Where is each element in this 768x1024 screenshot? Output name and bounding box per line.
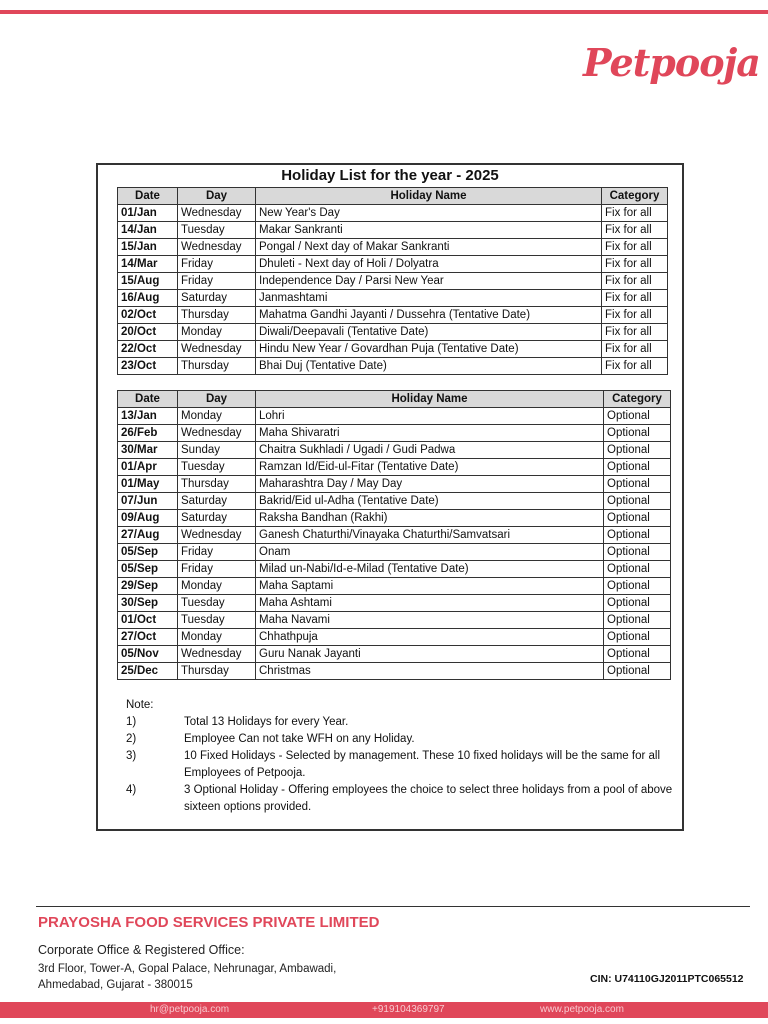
- holiday-date: 25/Dec: [118, 663, 178, 680]
- address-line-1: 3rd Floor, Tower-A, Gopal Palace, Nehrunagar, Ambawadi,: [38, 963, 337, 975]
- holiday-name: Maha Saptami: [256, 578, 604, 595]
- holiday-category: Fix for all: [602, 239, 668, 256]
- table-row: [118, 646, 671, 663]
- header-category: Category: [604, 391, 671, 408]
- office-heading: Corporate Office & Registered Office:: [38, 943, 245, 957]
- holiday-date: 15/Jan: [118, 239, 178, 256]
- holiday-date: 14/Jan: [118, 222, 178, 239]
- table-row: [118, 290, 668, 307]
- holiday-day: Tuesday: [178, 459, 256, 476]
- holiday-name: Maharashtra Day / May Day: [256, 476, 604, 493]
- holiday-name: Lohri: [256, 408, 604, 425]
- header-holiday-name: Holiday Name: [256, 391, 604, 408]
- holiday-date: 01/May: [118, 476, 178, 493]
- holiday-category: Optional: [604, 595, 671, 612]
- holiday-name: Bakrid/Eid ul-Adha (Tentative Date): [256, 493, 604, 510]
- footer-phone: +919104369797: [372, 1004, 445, 1015]
- holiday-day: Friday: [178, 561, 256, 578]
- table-row: [118, 358, 668, 375]
- holiday-day: Sunday: [178, 442, 256, 459]
- holiday-date: 29/Sep: [118, 578, 178, 595]
- holiday-date: 30/Sep: [118, 595, 178, 612]
- holiday-day: Monday: [178, 324, 256, 341]
- holiday-category: Fix for all: [602, 290, 668, 307]
- footer-divider: [36, 906, 750, 907]
- document-title: Holiday List for the year - 2025: [281, 167, 499, 184]
- holiday-name: Diwali/Deepavali (Tentative Date): [256, 324, 602, 341]
- holiday-name: Janmashtami: [256, 290, 602, 307]
- holiday-day: Friday: [178, 273, 256, 290]
- note-text: 3 Optional Holiday - Offering employees the choice to select three holidays from a pool of above sixteen options provided.: [184, 784, 673, 813]
- holiday-day: Saturday: [178, 493, 256, 510]
- holiday-day: Thursday: [178, 476, 256, 493]
- holiday-name: Pongal / Next day of Makar Sankranti: [256, 239, 602, 256]
- table-row: [118, 256, 668, 273]
- holiday-category: Fix for all: [602, 324, 668, 341]
- header-holiday-name: Holiday Name: [256, 188, 602, 205]
- table-row: [118, 205, 668, 222]
- holiday-date: 09/Aug: [118, 510, 178, 527]
- table-row: [118, 425, 671, 442]
- table-row: [118, 459, 671, 476]
- holiday-category: Fix for all: [602, 341, 668, 358]
- holiday-name: Dhuleti - Next day of Holi / Dolyatra: [256, 256, 602, 273]
- holiday-category: Optional: [604, 578, 671, 595]
- holiday-date: 05/Sep: [118, 544, 178, 561]
- holiday-category: Optional: [604, 493, 671, 510]
- fixed-holidays-table: [117, 187, 668, 375]
- holiday-name: Ramzan Id/Eid-ul-Fitar (Tentative Date): [256, 459, 604, 476]
- holiday-date: 05/Nov: [118, 646, 178, 663]
- holiday-day: Monday: [178, 578, 256, 595]
- holiday-day: Wednesday: [178, 341, 256, 358]
- table-row: [118, 273, 668, 290]
- holiday-category: Optional: [604, 425, 671, 442]
- holiday-category: Optional: [604, 442, 671, 459]
- holiday-date: 05/Sep: [118, 561, 178, 578]
- note-item: [126, 714, 696, 731]
- note-number: 4): [126, 784, 137, 796]
- holiday-name: Onam: [256, 544, 604, 561]
- note-text: Employee Can not take WFH on any Holiday.: [184, 733, 415, 745]
- table-row: [118, 595, 671, 612]
- holiday-day: Tuesday: [178, 222, 256, 239]
- header-category: Category: [602, 188, 668, 205]
- table-row: [118, 612, 671, 629]
- note-text: 10 Fixed Holidays - Selected by management. These 10 fixed holidays will be the same for all Employees of Petpooja.: [184, 750, 661, 779]
- holiday-name: Bhai Duj (Tentative Date): [256, 358, 602, 375]
- table-row: [118, 442, 671, 459]
- holiday-category: Optional: [604, 408, 671, 425]
- holiday-date: 01/Jan: [118, 205, 178, 222]
- table-row: [118, 476, 671, 493]
- table-row: [118, 510, 671, 527]
- holiday-date: 26/Feb: [118, 425, 178, 442]
- table-row: [118, 578, 671, 595]
- holiday-name: Guru Nanak Jayanti: [256, 646, 604, 663]
- holiday-name: Ganesh Chaturthi/Vinayaka Chaturthi/Samvatsari: [256, 527, 604, 544]
- holiday-category: Fix for all: [602, 273, 668, 290]
- holiday-category: Optional: [604, 561, 671, 578]
- header-date: Date: [118, 391, 178, 408]
- holiday-category: Optional: [604, 663, 671, 680]
- optional-holidays-table: [117, 390, 671, 680]
- holiday-category: Optional: [604, 510, 671, 527]
- holiday-date: 27/Oct: [118, 629, 178, 646]
- cin-number: CIN: U74110GJ2011PTC065512: [590, 973, 744, 985]
- holiday-name: Maha Ashtami: [256, 595, 604, 612]
- note-item: [126, 748, 696, 782]
- holiday-name: New Year's Day: [256, 205, 602, 222]
- holiday-date: 16/Aug: [118, 290, 178, 307]
- holiday-day: Monday: [178, 408, 256, 425]
- note-text: Total 13 Holidays for every Year.: [184, 716, 349, 728]
- table-row: [118, 222, 668, 239]
- footer-website: www.petpooja.com: [540, 1004, 624, 1015]
- holiday-category: Optional: [604, 629, 671, 646]
- fixed-holidays-body: [118, 205, 668, 375]
- holiday-day: Wednesday: [178, 425, 256, 442]
- holiday-category: Optional: [604, 527, 671, 544]
- holiday-name: Maha Shivaratri: [256, 425, 604, 442]
- table-header-row: [118, 391, 671, 408]
- holiday-day: Thursday: [178, 663, 256, 680]
- holiday-day: Saturday: [178, 510, 256, 527]
- holiday-date: 15/Aug: [118, 273, 178, 290]
- holiday-name: Chhathpuja: [256, 629, 604, 646]
- note-number: 1): [126, 716, 137, 728]
- holiday-name: Maha Navami: [256, 612, 604, 629]
- table-row: [118, 629, 671, 646]
- holiday-day: Tuesday: [178, 595, 256, 612]
- holiday-date: 07/Jun: [118, 493, 178, 510]
- holiday-date: 20/Oct: [118, 324, 178, 341]
- notes-heading: Note:: [126, 699, 154, 711]
- holiday-day: Friday: [178, 256, 256, 273]
- table-row: [118, 341, 668, 358]
- holiday-category: Optional: [604, 544, 671, 561]
- holiday-name: Mahatma Gandhi Jayanti / Dussehra (Tentative Date): [256, 307, 602, 324]
- holiday-date: 02/Oct: [118, 307, 178, 324]
- holiday-category: Optional: [604, 459, 671, 476]
- petpooja-logo: Petpooja: [583, 40, 760, 85]
- holiday-date: 22/Oct: [118, 341, 178, 358]
- holiday-category: Fix for all: [602, 222, 668, 239]
- top-accent-bar: [0, 10, 768, 14]
- table-row: [118, 561, 671, 578]
- holiday-day: Thursday: [178, 358, 256, 375]
- holiday-day: Wednesday: [178, 205, 256, 222]
- note-number: 3): [126, 750, 137, 762]
- address-line-2: Ahmedabad, Gujarat - 380015: [38, 979, 193, 991]
- table-row: [118, 493, 671, 510]
- table-row: [118, 239, 668, 256]
- holiday-date: 23/Oct: [118, 358, 178, 375]
- notes-section: [126, 697, 696, 816]
- holiday-date: 30/Mar: [118, 442, 178, 459]
- holiday-day: Thursday: [178, 307, 256, 324]
- holiday-day: Wednesday: [178, 527, 256, 544]
- holiday-name: Independence Day / Parsi New Year: [256, 273, 602, 290]
- holiday-date: 14/Mar: [118, 256, 178, 273]
- table-header-row: [118, 188, 668, 205]
- holiday-name: Raksha Bandhan (Rakhi): [256, 510, 604, 527]
- header-day: Day: [178, 188, 256, 205]
- holiday-category: Fix for all: [602, 307, 668, 324]
- holiday-name: Christmas: [256, 663, 604, 680]
- table-row: [118, 544, 671, 561]
- note-number: 2): [126, 733, 137, 745]
- holiday-name: Chaitra Sukhladi / Ugadi / Gudi Padwa: [256, 442, 604, 459]
- holiday-name: Milad un-Nabi/Id-e-Milad (Tentative Date): [256, 561, 604, 578]
- table-row: [118, 324, 668, 341]
- footer-email: hr@petpooja.com: [150, 1004, 230, 1015]
- holiday-day: Wednesday: [178, 646, 256, 663]
- table-row: [118, 663, 671, 680]
- holiday-day: Saturday: [178, 290, 256, 307]
- holiday-name: Makar Sankranti: [256, 222, 602, 239]
- holiday-date: 27/Aug: [118, 527, 178, 544]
- note-item: [126, 782, 696, 816]
- table-row: [118, 527, 671, 544]
- company-name: PRAYOSHA FOOD SERVICES PRIVATE LIMITED: [38, 914, 380, 931]
- holiday-date: 01/Apr: [118, 459, 178, 476]
- header-day: Day: [178, 391, 256, 408]
- holiday-date: 13/Jan: [118, 408, 178, 425]
- holiday-date: 01/Oct: [118, 612, 178, 629]
- note-item: [126, 731, 696, 748]
- header-date: Date: [118, 188, 178, 205]
- holiday-day: Friday: [178, 544, 256, 561]
- holiday-name: Hindu New Year / Govardhan Puja (Tentative Date): [256, 341, 602, 358]
- holiday-category: Fix for all: [602, 256, 668, 273]
- holiday-day: Wednesday: [178, 239, 256, 256]
- holiday-category: Optional: [604, 612, 671, 629]
- optional-holidays-body: [118, 408, 671, 680]
- holiday-day: Tuesday: [178, 612, 256, 629]
- holiday-category: Optional: [604, 476, 671, 493]
- holiday-category: Fix for all: [602, 358, 668, 375]
- holiday-category: Fix for all: [602, 205, 668, 222]
- holiday-day: Monday: [178, 629, 256, 646]
- table-row: [118, 408, 671, 425]
- holiday-category: Optional: [604, 646, 671, 663]
- table-row: [118, 307, 668, 324]
